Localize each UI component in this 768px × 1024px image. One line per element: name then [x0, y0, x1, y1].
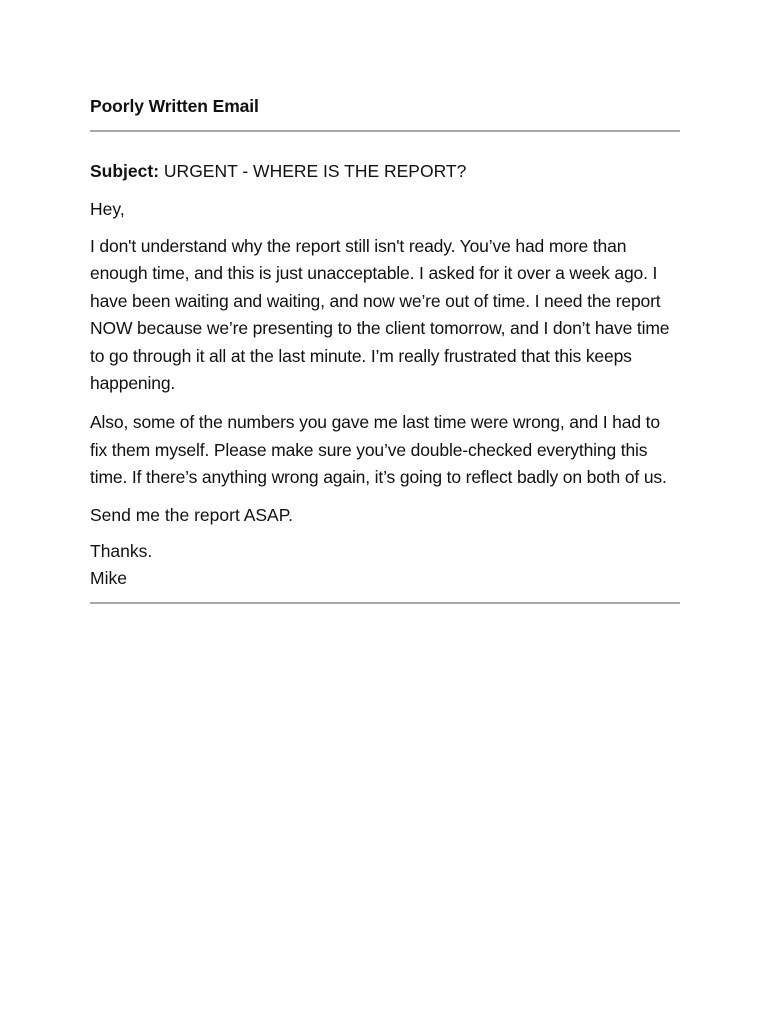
email-signoff: Thanks. [90, 540, 153, 561]
email-signature: Mike [90, 568, 127, 589]
bottom-divider [90, 602, 680, 604]
top-divider [90, 130, 680, 132]
email-greeting: Hey, [90, 199, 125, 219]
email-subject-line [90, 159, 680, 183]
email-closing [90, 538, 680, 593]
document-title: Poorly Written Email [90, 96, 259, 116]
subject-label: Subject: [90, 161, 160, 181]
subject-text: URGENT - WHERE IS THE REPORT? [163, 161, 467, 181]
email-paragraph-2: Also, some of the numbers you gave me last time were wrong, and I had to fix them myself. Please make sure you’ve double-checked everything this time. If there’s anything wrong again, it’s going to reflect badly on both of us. [90, 412, 667, 488]
email-paragraph-1: I don't understand why the report still isn't ready. You’ve had more than enough time, and this is just unacceptable. I asked for it over a week ago. I have been waiting and waiting, and now we’re out of time. I need the report NOW because we’re presenting to the client tomorrow, and I don’t have time to go through it all at the last minute. I’m really frustrated that this keeps happening. [90, 236, 670, 394]
document-page [90, 94, 680, 604]
email-paragraph-3: Send me the report ASAP. [90, 504, 294, 525]
